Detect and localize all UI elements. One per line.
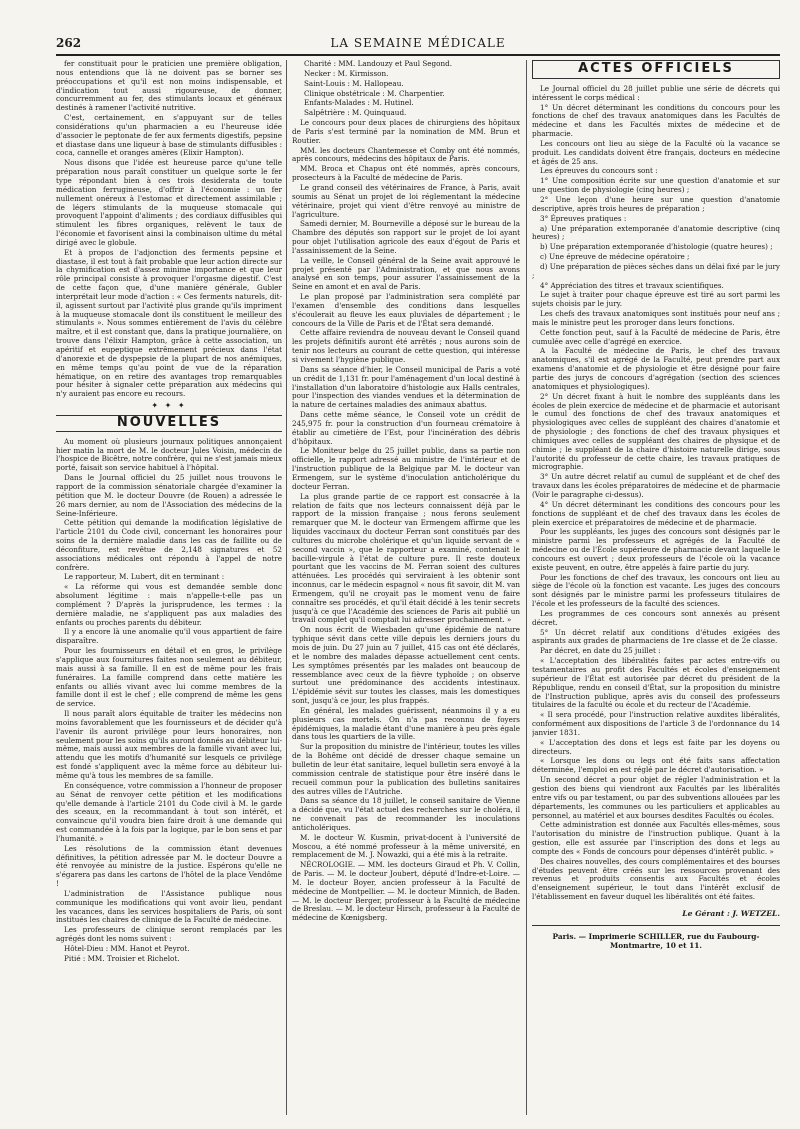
paragraph: Des chaires nouvelles, des cours complémentaires et des bourses d'études peuvent être créés sur les ressources provenant des revenus et produits consentis aux Facultés et écoles d'enseignement supérieur, le tout dans l'intérêt exclusif de l'établissement en faveur duquel les libéralités ont été faites.: [532, 856, 780, 902]
news-paragraph: NÉCROLOGIE. — MM. les docteurs Giraud et Ph. V. Collin, de Paris. — M. le docteur Joubert, député d'Indre-et-Loire. — M. le docteur Boyer, ancien professeur à la Faculté de médecine de Montpellier. — M. le docteur Minnich, de Baden. — M. le docteur Berger, professeur à la Faculté de médecine de Breslau. — M. le docteur Hirsch, professeur à la Faculté de médecine de Kœnigsberg.: [292, 860, 520, 923]
news-paragraph: En général, les malades guérissent, néanmoins il y a eu plusieurs cas mortels. On n'a pas reconnu de foyers épidémiques, la maladie étant d'une manière à peu près égale dans tous les quartiers de la ville.: [292, 705, 520, 742]
paragraph: c) Une épreuve de médecine opératoire ;: [540, 252, 690, 262]
news-paragraph: MM. les docteurs Chantemesse et Comby ont été nommés, après concours, médecins des hôpitaux de Paris.: [292, 145, 520, 164]
paragraph: 4° Appréciation des titres et travaux scientifiques.: [540, 280, 724, 290]
running-title: LA SEMAINE MÉDICALE: [330, 36, 506, 50]
actes-officiels-section: [532, 85, 780, 902]
news-paragraph: Sur la proposition du ministre de l'intérieur, toutes les villes de la Bohême ont décidé de dresser chaque semaine un bulletin de leur état sanitaire, lequel bulletin sera envoyé à la commission centrale de statistique pour être inséré dans le recueil commun pour la publication des bulletins sanitaires des autres villes de l'Autriche.: [292, 742, 520, 796]
news-paragraph: Pitié : MM. Troisier et Richelot.: [64, 953, 180, 963]
news-paragraph: Dans cette même séance, le Conseil vote un crédit de 245,975 fr. pour la construction d'un fourneau crématoire à établir au cimetière de l'Est, pour l'incinération des débris d'hôpitaux.: [292, 410, 520, 446]
paragraph: Le Journal officiel du 28 juillet publie une série de décrets qui intéressent le corps médical :: [532, 83, 780, 102]
paragraph: A la Faculté de médecine de Paris, le chef des travaux anatomiques, s'il est agrégé de la Faculté, peut prendre part aux examens d'anatomie et de physiologie et être désigné pour faire partie des jurys de concours d'agrégation (section des sciences anatomiques et physiologiques).: [532, 346, 780, 391]
column-1: [56, 60, 282, 1120]
news-paragraph: Le plan proposé par l'administration sera complété par l'examen d'ensemble des conditions dans lesquelles s'écoulerait au fleuve les eaux pluviales de département ; le concours de la Ville de Paris et de l'État sera demandé.: [292, 292, 520, 328]
actes-officiels-heading: ACTES OFFICIELS: [532, 60, 780, 79]
list-item: Salpêtrière : M. Quinquaud.: [304, 108, 407, 118]
news-paragraph: Cette pétition qui demande la modification législative de l'article 2101 du Code civil, concernant les honoraires pour soins de la dernière maladie dans les cas de faillite ou de déconfiture, est revêtue de 2,148 signatures et 52 associations médicales ont répondu à l'appel de notre confrère.: [56, 518, 282, 572]
nouvelles-heading: NOUVELLES: [56, 415, 282, 432]
footer-rule: [532, 925, 780, 926]
paragraph: 1° Un décret déterminant les conditions du concours pour les fonctions de chef des travaux anatomiques dans les Facultés de médecine et dans les Facultés mixtes de médecine et de pharmacie.: [532, 102, 780, 139]
paragraph: fer constituait pour le praticien une première obligation, nous entendions que là ne doivent pas se borner ses préoccupations et qu'il est non moins indispensable, et d'indication tout aussi rigoureuse, de donner, concurremment au fer, des stimulants locaux et généraux destinés à ramener l'activité nutritive.: [56, 60, 282, 113]
list-item: Saint-Louis : M. Hallopeau.: [304, 78, 404, 88]
news-paragraph: La veille, le Conseil général de la Seine avait approuvé le projet présenté par l'Administration, et que nous avons analysé en son temps, pour assurer l'assainissement de la Seine en amont et en aval de Paris.: [292, 255, 520, 292]
paragraph: Les chefs des travaux anatomiques sont institués pour neuf ans ; mais le ministre peut les proroger dans leurs fonctions.: [532, 309, 780, 327]
column-2: [292, 60, 520, 1120]
news-paragraph: La plus grande partie de ce rapport est consacrée à la relation de faits que nos lecteurs connaissent déjà par le rapport de la mission française ; nous ferons seulement remarquer que M. le docteur van Ermengem affirme que les liquides vaccinaux du docteur Ferran sont constitués par des cultures du microbe cholérique et qu'un liquide servant de « second vaccin », que le rapporteur a examiné, contenait le bacille-virgule à l'état de culture pure. Il reste douteux pourtant que les vaccins de M. Ferran soient des cultures atténuées. Les procédés qui serviraient à les obtenir sont inconnus, car le médecin espagnol « nous fit savoir, dit M. van Ermengem, qu'il ne croyait pas le moment venu de faire connaître ses procédés, et qu'il était décidé à les tenir secrets jusqu'à ce que l'Académie des sciences de Paris ait publié un travail complet qu'il comptait lui adresser prochainement. »: [292, 491, 520, 625]
list-item: Clinique obstétricale : M. Charpentier.: [304, 88, 445, 98]
news-paragraph: Le Moniteur belge du 25 juillet public, dans sa partie non officielle, le rapport adressé au ministre de l'intérieur et de l'instruction publique de la Belgique par M. le docteur van Ermengem, sur le système d'inoculation anticholérique du docteur Ferran.: [292, 446, 520, 491]
paragraph: « Il sera procédé, pour l'instruction relative auxdites libéralités, conformément aux dispositions de l'article 3 de l'ordonnance du 14 janvier 1831.: [532, 710, 780, 737]
news-items: [292, 119, 520, 923]
news-paragraph: Le rapporteur, M. Lubert, dit en terminant :: [64, 572, 225, 582]
news-paragraph: En conséquence, votre commission a l'honneur de proposer au Sénat de renvoyer cette pétition et les modifications qu'elle demande à l'article 2101 du Code civil à M. le garde des sceaux, en la recommandant à tout son intérêt, et convaincue qu'il voudra bien faire droit à une demande qui est commandée à la fois par la logique, par le bon sens et par l'humanité. »: [56, 780, 282, 843]
news-paragraph: Hôtel-Dieu : MM. Hanot et Peyrot.: [64, 944, 190, 953]
news-paragraph: L'administration de l'Assistance publique nous communique les modifications qui vont avoir lieu, pendant les vacances, dans les services hospitaliers de Paris, où sont institués les chaires de clinique de la Faculté de médecine.: [56, 888, 282, 925]
list-item: Charité : MM. Landouzy et Paul Segond.: [304, 60, 453, 68]
printer-imprint: [532, 932, 780, 950]
paragraph: Par décret, en date du 25 juillet :: [540, 646, 661, 656]
nouvelles-section: [56, 438, 282, 964]
paragraph: Nous disons que l'idée est heureuse parce qu'une telle préparation nous paraît constituer un quelque sorte le fer type répondant bien à ces trois desiderata de toute médication ferrugineuse, d'offrir à l'économie : un fer nullement onéreux à l'estomac et directement assimilable ; de légers stimulants de la muqueuse stomacale qui provoquent l'appoint d'aliments ; des cordiaux diffusibles qui stimulent les fibres organiques, relèvent le taux de l'économie et favorisent ainsi la combinaison ultime du métal dirigé avec le globule.: [56, 158, 282, 247]
news-paragraph: Dans sa séance d'hier, le Conseil municipal de Paris a voté un crédit de 1,131 fr. pour l'aménagement d'un local destiné à l'installation d'un laboratoire d'histologie aux Halls centrales, pour l'inspection des viandes vendues et la détermination de la nature de certaines maladies des animaux abattus.: [292, 364, 520, 410]
paragraph: 5° Un décret relatif aux conditions d'études exigées des aspirants aux grades de pharmaciens de 1re classe et de 2e classe.: [532, 627, 780, 646]
news-paragraph: Les professeurs de clinique seront remplacés par les agrégés dont les noms suivent :: [56, 925, 282, 944]
paragraph: 3° Épreuves pratiques :: [540, 213, 627, 223]
page-number: 262: [56, 36, 82, 50]
news-paragraph: Il nous paraît alors équitable de traiter les médecins non moins favorablement que les fournisseurs et de décider qu'à l'avenir ils auront privilège pour leurs honoraires, non seulement pour les soins qu'ils auront donnés au débiteur lui-même, mais aussi aux membres de la famille vivant avec lui, attendu que les motifs d'humanité sur lesquels ce privilège est fondé s'appliquent avec la même force au débiteur lui-même qu'à tous les membres de sa famille.: [56, 709, 282, 780]
paragraph: 3° Un autre décret relatif au cumul de suppléant et de chef des travaux dans les écoles préparatoires de médecine et de pharmacie (Voir le paragraphe ci-dessus).: [532, 472, 780, 499]
paragraph: Cette administration est donnée aux Facultés elles-mêmes, sous l'autorisation du ministre de l'instruction publique. Quant à la gestion, elle est assurée par l'inscription des dons et legs au compte des « Fonds de concours pour dépenses d'intérêt public. »: [532, 820, 780, 856]
news-paragraph: « La réforme qui vous est demandée semble donc absolument légitime : mais n'appelle-t-elle pas un complément ? D'après la jurisprudence, les termes : la dernière maladie, ne s'appliquent pas aux maladies des enfants ou proches parents du débiteur.: [56, 582, 282, 627]
column-divider: [526, 60, 527, 1115]
paragraph: « L'acceptation des libéralités faites par actes entre-vifs ou testamentaires au profit des Facultés et écoles d'enseignement supérieur de l'État est autorisée par décret du président de la République, rendu en conseil d'État, sur la proposition du ministre de l'Instruction publique, après avis du conseil des professeurs titulaires de la faculté ou école et du recteur de l'Académie.: [532, 656, 780, 710]
news-paragraph: Il y a encore là une anomalie qu'il vous appartient de faire disparaître.: [56, 627, 282, 646]
clinic-replacement-list: [292, 60, 520, 118]
paragraph: b) Une préparation extemporanée d'histologie (quatre heures) ;: [540, 242, 773, 252]
column-divider: [286, 60, 287, 1115]
paragraph: Pour les suppléants, les juges des concours sont désignés par le ministre parmi les professeurs et agrégés de la Faculté de médecine ou de l'École supérieure de pharmacie devant laquelle le concours est ouvert ; deux professeurs de l'école où la vacance existe peuvent, en outre, être appelés à faire partie du jury.: [532, 527, 780, 572]
news-paragraph: MM. Broca et Chapus ont été nommés, après concours, prosecteurs à la Faculté de médecine de Paris.: [292, 164, 520, 183]
paragraph: Pour les fonctions de chef des travaux, les concours ont lieu au siège de l'école où la fonction est vacante. Les juges des concours sont désignés par le ministre parmi les professeurs titulaires de l'école et les professeurs de la faculté des sciences.: [532, 572, 780, 609]
news-paragraph: Les résolutions de la commission étant devenues définitives, la pétition adressée par M. le docteur Douvre a été renvoyée au ministre de la justice. Espérons qu'elle ne s'égarera pas dans les cartons de l'hôtel de la place Vendôme !: [56, 843, 282, 889]
paragraph: Un second décret a pour objet de régler l'administration et la gestion des biens qui viendront aux Facultés par les libéralités entre vifs ou par testament, ou par des subventions allouées par les départements, les communes ou les particuliers et applicables au personnel, au matériel et aux bourses desdites Facultés ou écoles.: [532, 775, 780, 820]
news-paragraph: Le grand conseil des vétérinaires de France, à Paris, avait soumis au Sénat un projet de loi réglementant la médecine vétérinaire, projet qui vient d'être renvoyé au ministre de l'agriculture.: [292, 182, 520, 219]
page-header: [56, 36, 780, 56]
news-paragraph: Dans sa séance du 18 juillet, le conseil sanitaire de Vienne a décidé que, vu l'état actuel des recherches sur le choléra, il ne convenait pas de recommander les inoculations anticholériques.: [292, 796, 520, 832]
paragraph: 2° Une leçon d'une heure sur une question d'anatomie descriptive, après trois heures de préparation ;: [532, 194, 780, 213]
paragraph: 2° Un décret fixant à huit le nombre des suppléants dans les écoles de plein exercice de médecine et de pharmacie et autorisant le cumul des fonctions de chef des travaux anatomiques et physiologiques avec celles de suppléant des chaires d'anatomie et de physiologie ; des fonctions de chef des travaux physiques et chimiques avec celles de suppléant des chaires de physique et de chimie ; le suppléant de la chaire d'histoire naturelle dirige, sous l'autorité du professeur de cette chaire, les travaux pratiques de micrographie.: [532, 391, 780, 472]
news-paragraph: Le concours pour deux places de chirurgiens des hôpitaux de Paris s'est terminé par la nomination de MM. Brun et Routier.: [292, 118, 520, 145]
printer-imprint-line: Montmartre, 10 et 11.: [610, 940, 702, 950]
gerant-signature: Le Gérant : J. WETZEL.: [682, 908, 780, 918]
paragraph: Les épreuves du concours sont :: [540, 166, 658, 176]
paragraph: Et à propos de l'adjonction des ferments pepsine et diastase, il est tout à fait probable que leur action directe sur la chymification est d'assez minime importance et que leur rôle principal consiste à provoquer l'orgasme digestif. C'est de cette façon que, d'une manière générale, Gubler interprétait leur mode d'action : « Ces ferments naturels, dit-il, agissent surtout par l'activité plus grande qu'ils impriment à la muqueuse stomacale dont ils constituent le meilleur des stimulants ». Nous sommes entièrement de l'avis du célèbre maître, et il est constant que, dans la pratique journalière, on trouve dans l'élixir Hampton, grâce à cette association, un apéritif et eupeptique extrêmement précieux dans l'état d'anorexie et de dyspepsie de la plupart de nos anémiques, en même temps qu'au point de vue de la réparation hématique, on en retire des avantages trop remarquables pour hésiter à signaler cette préparation aux médecins qui n'y auraient pas encore eu recours.: [56, 247, 282, 399]
header-rule: [56, 54, 780, 56]
paragraph: « L'acceptation des dons et legs est faite par les doyens ou directeurs.: [532, 737, 780, 756]
paragraph: 1° Une composition écrite sur une question d'anatomie et sur une question de physiologie (cinq heures) ;: [532, 176, 780, 195]
paragraph: Cette fonction peut, sauf à la Faculté de médecine de Paris, être cumulée avec celle d'agrégé en exercice.: [532, 327, 780, 346]
news-paragraph: M. le docteur W. Kusmin, privat-docent à l'université de Moscou, a été nommé professeur à la même université, en remplacement de M. J. Nowazki, qui a été mis à la retraite.: [292, 832, 520, 860]
section-separator: ✦ ✦ ✦: [151, 401, 187, 411]
list-item: Enfants-Malades : M. Hutinel.: [304, 98, 414, 108]
printer-imprint-line: Paris. — Imprimerie SCHILLER, rue du Faubourg-: [552, 931, 760, 941]
news-paragraph: On nous écrit de Wiesbaden qu'une épidémie de nature typhique sévit dans cette ville depuis les derniers jours du mois de juin. Du 27 juin au 7 juillet, 415 cas ont été déclarés, et le nombre des malades dépasse actuellement cent cents. Les symptômes présentés par les malades ont beaucoup de ressemblance avec ceux de la fièvre typhoïde ; on observe surtout une prédominance des accidents intestinaux. L'épidémie sévit sur toutes les classes, mais les domestiques sont, jusqu'à ce jour, les plus frappés.: [292, 625, 520, 706]
news-paragraph: Au moment où plusieurs journaux politiques annonçaient hier matin la mort de M. le docteur Jules Voisin, médecin de l'hospice de Bicêtre, notre confrère, qui ne s'est jamais mieux porté, faisait son service habituel à l'hôpital.: [56, 436, 282, 473]
news-paragraph: Samedi dernier, M. Bourneville a déposé sur le bureau de la Chambre des députés son rapport sur le projet de loi ayant pour objet l'utilisation agricole des eaux d'égout de Paris et l'assainissement de la Seine.: [292, 219, 520, 255]
news-paragraph: Pour les fournisseurs en détail et en gros, le privilège s'applique aux fournitures faites non seulement au débiteur, mais aussi à sa famille. Il en est de même pour les frais funéraires. La famille comprend dans cette matière les enfants ou alliés vivant avec lui comme membres de la famille dont il est le chef ; elle comprend de même les gens de service.: [56, 646, 282, 709]
paragraph: « Lorsque les dons ou legs ont été faits sans affectation déterminée, l'emploi en est réglé par le décret d'autorisation. »: [532, 756, 780, 775]
column-3: [532, 60, 780, 1120]
paragraph: Le sujet à traiter pour chaque épreuve est tiré au sort parmi les sujets choisis par le jury.: [532, 290, 780, 309]
paragraph: Les concours ont lieu au siège de la Faculté où la vacance se produit. Les candidats doivent être français, docteurs en médecine et âgés de 25 ans.: [532, 138, 780, 166]
paragraph: Les programmes de ces concours sont annexés au présent décret.: [532, 608, 780, 627]
article-continuation: [56, 60, 282, 399]
list-item: Necker : M. Kirmisson.: [304, 68, 389, 78]
paragraph: C'est, certainement, en s'appuyant sur de telles considérations qu'un pharmacien a eu l'heureuse idée d'associer le peptonate de fer aux ferments digestifs, pepsine et diastase dans une liqueur à base de stimulants diffusibles : coca, cannelle et oranges amères (Elixir Hampton).: [56, 113, 282, 158]
paragraph: a) Une préparation extemporanée d'anatomie descriptive (cinq heures) ;: [532, 223, 780, 242]
paragraph: d) Une préparation de pièces sèches dans un délai fixé par le jury ;: [532, 261, 780, 280]
news-paragraph: Cette affaire reviendra de nouveau devant le Conseil quand les projets définitifs auront été arrêtés ; nous aurons soin de tenir nos lecteurs au courant de cette question, qui intéresse si vivement l'hygiène publique.: [292, 328, 520, 364]
paragraph: 4° Un décret déterminant les conditions des concours pour les fonctions de suppléant et de chef des travaux dans les écoles de plein exercice et préparatoires de médecine et de pharmacie.: [532, 499, 780, 527]
news-paragraph: Dans le Journal officiel du 25 juillet nous trouvons le rapport de la commission sénatoriale chargée d'examiner la pétition que M. le docteur Douvre (de Rouen) a adressée le 26 mars dernier, au nom de l'Association des médecins de la Seine-Inférieure.: [56, 473, 282, 518]
